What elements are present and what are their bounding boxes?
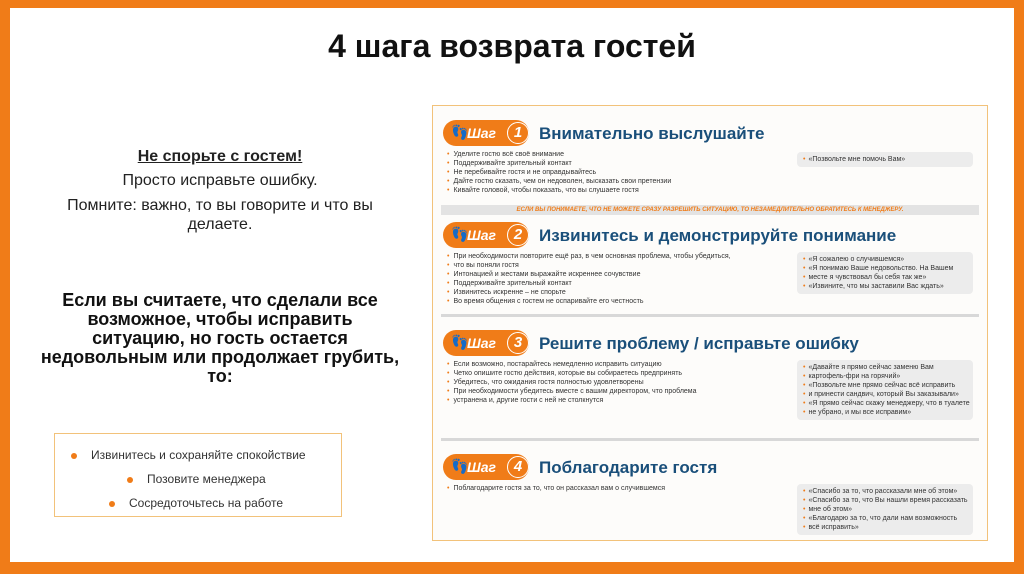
fix-mistake-text: Просто исправьте ошибку. xyxy=(122,172,318,189)
step-heading: Поблагодарите гостя xyxy=(539,458,718,477)
step-badge: 👣 Шаг 4 xyxy=(443,454,529,480)
action-item: Извинитесь и сохраняйте спокойствие xyxy=(71,448,306,462)
step-quote: • «Позвольте мне помочь Вам» xyxy=(797,152,973,167)
step-bullets: • При необходимости повторите ещё раз, в чем основная проблема, чтобы убедиться, • что вы поняли гостя • Интонацией и жестами выражайте искреннее сочувствие • Поддерживайте зрительный контакт • Извинитесь искренне – не спорьте • Во время общения с гостем не оспаривайте его честность xyxy=(447,252,731,306)
footprints-icon: 👣 xyxy=(451,226,469,242)
steps-panel xyxy=(432,105,988,541)
step-heading: Внимательно выслушайте xyxy=(539,124,765,143)
left-text-block xyxy=(40,148,400,234)
bullet-icon xyxy=(109,501,115,507)
remember-text: Помните: важно, то вы говорите и что вы делаете. xyxy=(67,197,373,233)
step-bullets: • Уделите гостю всё своё внимание • Поддерживайте зрительный контакт • Не перебивайте гостя и не оправдывайтесь • Дайте гостю сказать, чем он недоволен, высказать свои претензии • Кивайте головой, чтобы показать, что вы слушаете гостя xyxy=(447,150,671,195)
bullet-icon xyxy=(127,477,133,483)
step-bullets: • Если возможно, постарайтесь немедленно исправить ситуацию • Четко опишите гостю действия, которые вы собираетесь предпринять • Убедитесь, что ожидания гостя полностью удовлетворены • При необходимости убедитесь вместе с вашим директором, что проблема • устранена и, другие гости с ней не столкнутся xyxy=(447,360,697,405)
step-bullets: • Поблагодарите гостя за то, что он рассказал вам о случившемся xyxy=(447,484,665,493)
actions-box xyxy=(54,433,342,517)
footprints-icon: 👣 xyxy=(451,458,469,474)
step-badge: 👣 Шаг 2 xyxy=(443,222,529,248)
action-item: Сосредоточьтесь на работе xyxy=(109,496,283,510)
bullet-icon xyxy=(71,453,77,459)
footprints-icon: 👣 xyxy=(451,124,469,140)
step-quote: • «Я сожалею о случившемся» • «Я понимаю Ваше недовольство. На Вашем • месте я чувствовал бы себя так же» • «Извините, что мы заставили Вас ждать» xyxy=(797,252,973,294)
step-badge: 👣 Шаг 1 xyxy=(443,120,529,146)
step-separator xyxy=(441,314,979,317)
if-guest-unhappy-text: Если вы считаете, что сделали все возможное, чтобы исправить ситуацию, но гость остается недовольным или продолжает грубить, то: xyxy=(40,290,400,386)
no-argue-heading: Не спорьте с гостем! xyxy=(137,148,303,165)
step-heading: Решите проблему / исправьте ошибку xyxy=(539,334,859,353)
slide-title: 4 шага возврата гостей xyxy=(328,28,696,64)
step-quote: • «Спасибо за то, что рассказали мне об этом» • «Спасибо за то, что Вы нашли время рассказать • мне об этом» • «Благодарю за то, что дали нам возможность • всё исправить» xyxy=(797,484,973,535)
manager-banner: ЕСЛИ ВЫ ПОНИМАЕТЕ, ЧТО НЕ МОЖЕТЕ СРАЗУ РАЗРЕШИТЬ СИТУАЦИЮ, ТО НЕЗАМЕДЛИТЕЛЬНО ОБРАТИТЕСЬ К МЕНЕДЖЕРУ. xyxy=(441,205,979,215)
action-item: Позовите менеджера xyxy=(127,472,266,486)
step-heading: Извинитесь и демонстрируйте понимание xyxy=(539,226,897,245)
step-badge: 👣 Шаг 3 xyxy=(443,330,529,356)
footprints-icon: 👣 xyxy=(451,334,469,350)
step-quote: • «Давайте я прямо сейчас заменю Вам • картофель-фри на горячий» • «Позвольте мне прямо сейчас всё исправить • и принести сандвич, который Вы заказывали» • «Я прямо сейчас скажу менеджеру, что в туалете • не убрано, и мы все исправим» xyxy=(797,360,973,420)
slide xyxy=(10,8,1014,562)
step-separator xyxy=(441,438,979,441)
